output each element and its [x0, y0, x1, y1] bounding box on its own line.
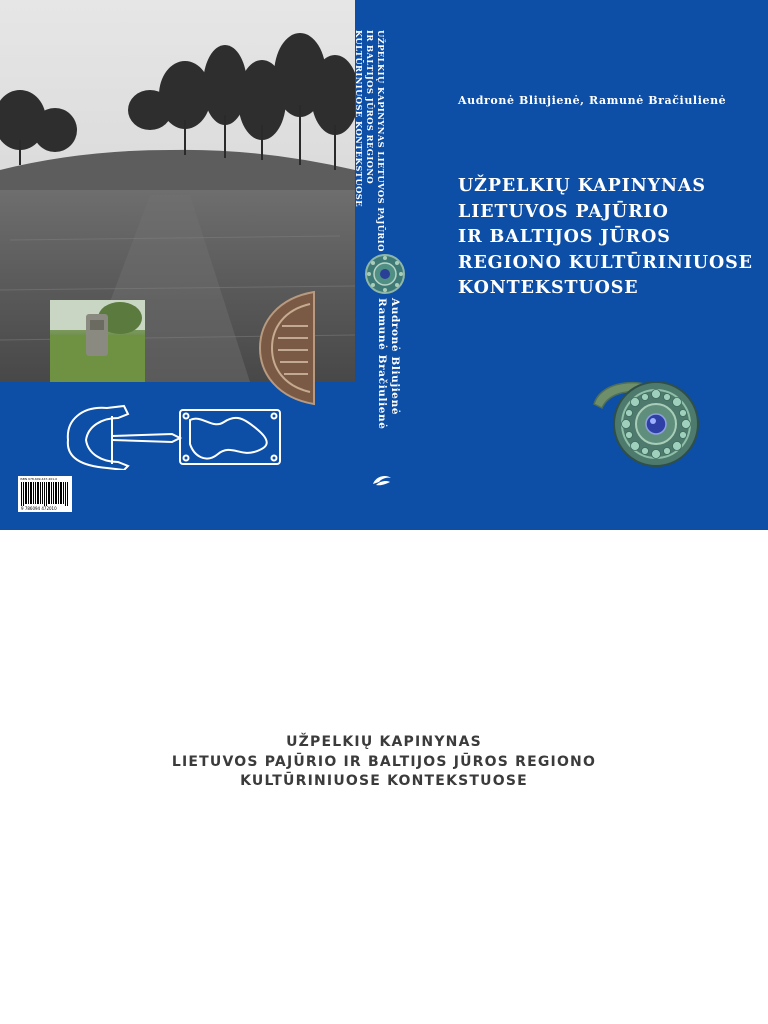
bronze-half-disc-photo: [258, 290, 318, 406]
spine-title-line: IR BALTIJOS JŪROS REGIONO: [365, 30, 375, 185]
front-title-line: IR BALTIJOS JŪROS: [458, 227, 671, 248]
title-page-line: KULTŪRINIUOSE KONTEKSTUOSE: [240, 773, 528, 789]
front-title-line: REGIONO KULTŪRINIUOSE: [458, 252, 753, 273]
spine-ring-image: [363, 252, 407, 296]
spine-author: Audronė Bliujienė: [389, 298, 401, 416]
isbn-barcode: [18, 476, 72, 512]
spine-title-line: KULTŪRINIUOSE KONTEKSTUOSE: [354, 30, 364, 208]
belt-buckle-drawing: [62, 400, 284, 470]
bronze-ring-image: [590, 374, 702, 470]
front-title-line: KONTEKSTUOSE: [458, 278, 639, 299]
front-title-line: LIETUVOS PAJŪRIO: [458, 201, 669, 222]
front-title: [458, 174, 758, 302]
isbn-text: ISBN 978-609-447-201-0: [20, 477, 58, 481]
title-page-line: UŽPELKIŲ KAPINYNAS: [286, 734, 482, 750]
barcode-digits: 9 786094 472010: [21, 506, 57, 510]
front-authors: Audronė Bliujienė, Ramunė Bračiulienė: [458, 94, 727, 107]
front-title-line: UŽPELKIŲ KAPINYNAS: [458, 176, 706, 196]
title-page-line: LIETUVOS PAJŪRIO IR BALTIJOS JŪROS REGIONO: [171, 753, 597, 770]
memorial-stone-photo: [50, 300, 145, 382]
spine-author: Ramunė Bračiulienė: [376, 298, 388, 430]
spine-title: [353, 30, 386, 252]
spine-authors: [372, 298, 402, 438]
title-page-heading: [0, 733, 768, 792]
spine-title-line: UŽPELKIŲ KAPINYNAS LIETUVOS PAJŪRIO: [376, 30, 386, 252]
publisher-logo-icon: [370, 472, 394, 488]
